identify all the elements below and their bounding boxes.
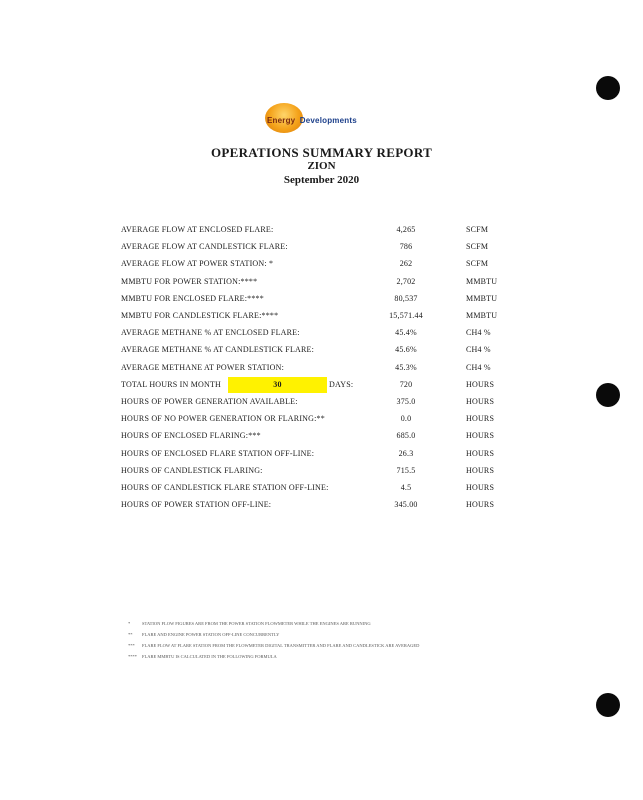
row-unit: CH4 %: [466, 362, 491, 372]
row-value: 15,571.44: [389, 311, 423, 320]
report-row: [0, 256, 643, 272]
row-value: 345.00: [394, 500, 418, 510]
days-label: DAYS:: [329, 379, 354, 389]
report-row: [0, 308, 643, 324]
footnote: [128, 620, 548, 631]
row-label: AVERAGE METHANE % AT CANDLESTICK FLARE:: [121, 345, 315, 355]
row-unit: CH4 %: [466, 328, 491, 338]
row-unit: HOURS: [466, 397, 495, 406]
row-label: AVERAGE METHANE AT POWER STATION:: [121, 362, 284, 372]
report-site: ZION: [307, 160, 336, 172]
report-row: [0, 325, 643, 341]
footnote-text: STATION FLOW FIGURES ARE FROM THE POWER STATION FLOWMETER WHILE THE ENGINES ARE RUNNING: [142, 621, 371, 626]
report-row: [0, 497, 643, 513]
report-row: [0, 394, 643, 410]
footnote-text: FLARE FLOW AT FLARE STATION FROM THE FLOWMETER DIGITAL TRANSMITTER AND FLARE AND CANDLESTICK ARE AVERAGED: [142, 643, 420, 648]
row-label: HOURS OF CANDLESTICK FLARING:: [121, 465, 263, 475]
footnote-mark: *: [128, 621, 131, 626]
report-row: [0, 360, 643, 376]
report-row: [0, 411, 643, 427]
row-unit: HOURS: [466, 465, 495, 475]
report-row: [0, 291, 643, 307]
row-value: 262: [399, 259, 413, 269]
row-value: 45.6%: [395, 345, 417, 355]
row-unit: CH4 %: [466, 345, 491, 355]
row-label: MMBTU FOR CANDLESTICK FLARE:****: [121, 311, 279, 320]
row-label: HOURS OF ENCLOSED FLARE STATION OFF-LINE:: [121, 448, 315, 458]
footnote-mark: ***: [128, 643, 135, 648]
days-in-month: 30: [273, 379, 282, 389]
report-row: [0, 463, 643, 479]
logo-word-energy: Energy: [267, 116, 296, 125]
row-label: HOURS OF NO POWER GENERATION OR FLARING:**: [121, 414, 325, 424]
row-label: AVERAGE FLOW AT CANDLESTICK FLARE:: [121, 242, 288, 252]
row-label: HOURS OF ENCLOSED FLARING:***: [121, 431, 261, 441]
row-unit: HOURS: [466, 500, 495, 510]
footnote-text: FLARE MMBTU IS CALCULATED IN THE FOLLOWING FORMULA: [142, 654, 277, 659]
row-unit: HOURS: [466, 379, 495, 389]
row-unit: SCFM: [466, 259, 489, 269]
footnotes: [128, 620, 548, 664]
row-value: 715.5: [396, 465, 416, 475]
row-label: MMBTU FOR POWER STATION:****: [121, 276, 258, 286]
report-row: [0, 428, 643, 444]
row-value: 4.5: [400, 483, 412, 492]
report-row: [0, 274, 643, 290]
row-value: 45.4%: [395, 328, 417, 338]
row-unit: MMBTU: [466, 293, 498, 303]
footnote: [128, 653, 548, 664]
report-row: [0, 446, 643, 462]
row-label: AVERAGE FLOW AT POWER STATION: *: [121, 259, 274, 269]
report-row: [0, 342, 643, 358]
row-unit: SCFM: [466, 242, 489, 252]
row-label: AVERAGE METHANE % AT ENCLOSED FLARE:: [121, 328, 300, 338]
binder-hole-top: [596, 76, 620, 100]
row-label: TOTAL HOURS IN MONTH: [121, 379, 222, 389]
row-label: HOURS OF POWER STATION OFF-LINE:: [121, 500, 272, 510]
row-unit: MMBTU: [466, 311, 498, 320]
row-value: 375.0: [396, 397, 416, 406]
report-row: [0, 222, 643, 238]
report-row: [0, 377, 643, 393]
footnote: [128, 631, 548, 642]
footnote-mark: ****: [128, 654, 137, 659]
binder-hole-bottom: [596, 693, 620, 717]
row-value: 0.0: [400, 414, 412, 424]
row-value: 685.0: [396, 431, 416, 441]
row-unit: HOURS: [466, 448, 495, 458]
row-value: 26.3: [398, 448, 414, 458]
row-label: AVERAGE FLOW AT ENCLOSED FLARE:: [121, 225, 274, 234]
footnote-text: FLARE AND ENGINE POWER STATION OFF-LINE CONCURRENTLY: [142, 632, 280, 637]
row-label: HOURS OF POWER GENERATION AVAILABLE:: [121, 397, 298, 406]
logo-word-developments: Developments: [299, 116, 357, 125]
row-unit: HOURS: [466, 483, 495, 492]
row-unit: HOURS: [466, 431, 495, 441]
row-label: HOURS OF CANDLESTICK FLARE STATION OFF-LINE:: [121, 483, 329, 492]
company-logo: [265, 103, 385, 135]
row-unit: HOURS: [466, 414, 495, 424]
report-period: September 2020: [283, 174, 360, 186]
row-value: 720: [399, 379, 413, 389]
row-value: 786: [399, 242, 413, 252]
footnote: [128, 642, 548, 653]
row-label: MMBTU FOR ENCLOSED FLARE:****: [121, 293, 264, 303]
row-unit: SCFM: [466, 225, 489, 234]
row-value: 4,265: [396, 225, 416, 234]
report-row: [0, 480, 643, 496]
footnote-mark: **: [128, 632, 133, 637]
row-unit: MMBTU: [466, 276, 498, 286]
row-value: 80,537: [394, 293, 418, 303]
report-title: OPERATIONS SUMMARY REPORT: [210, 145, 433, 160]
row-value: 2,702: [396, 276, 416, 286]
report-row: [0, 239, 643, 255]
row-value: 45.3%: [395, 362, 417, 372]
